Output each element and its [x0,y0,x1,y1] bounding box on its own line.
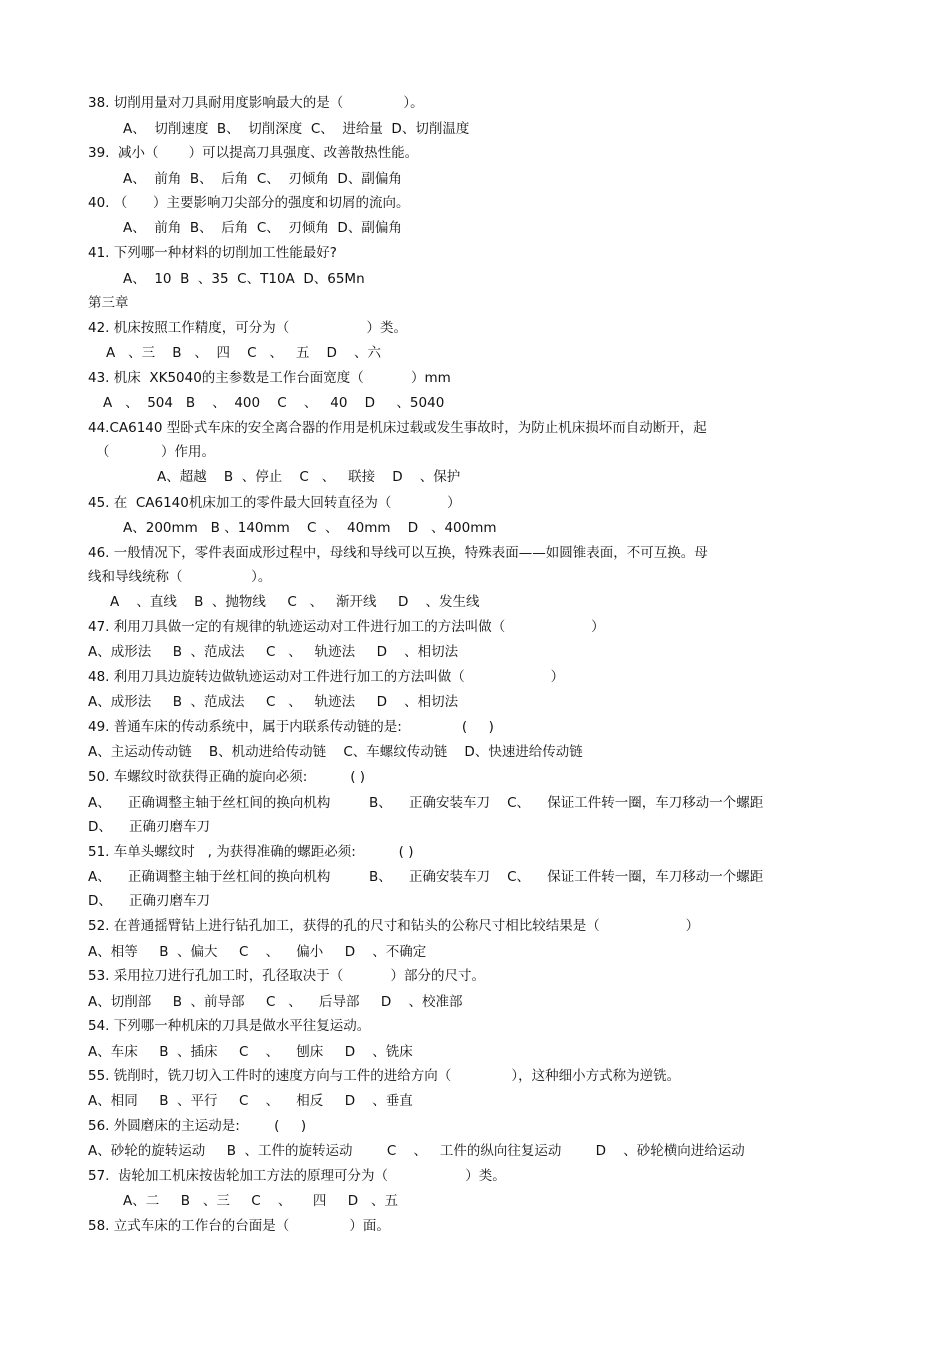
options-48: A、成形法 B 、范成法 C 、 轨迹法 D 、相切法 [88,694,459,710]
question-46: 46. 一般情况下，零件表面成形过程中，母线和导线可以互换，特殊表面——如圆锥表面，不可互换。母 [88,545,708,561]
options-46: A 、直线 B 、抛物线 C 、 渐开线 D 、发生线 [110,594,480,610]
options-44: A、超越 B 、停止 C 、 联接 D 、保护 [157,469,461,485]
options-51: A、 正确调整主轴于丝杠间的换向机构 B、 正确安装车刀 C、 保证工件转一圈，车刀移动一个螺距 [88,869,764,885]
options-41: A、 10 B 、35 C、T10A D、65Mn [123,271,365,287]
question-57: 57. 齿轮加工机床按齿轮加工方法的原理可分为（ ）类。 [88,1168,506,1184]
question-46-cont: 线和导线统称（ ）。 [88,569,272,585]
question-45: 45. 在 CA6140机床加工的零件最大回转直径为（ ） [88,495,461,511]
options-49: A、主运动传动链 B、机动进给传动链 C、车螺纹传动链 D、快速进给传动链 [88,744,583,760]
question-58: 58. 立式车床的工作台的台面是（ ）面。 [88,1218,390,1234]
options-38: A、 切削速度 B、 切削深度 C、 进给量 D、切削温度 [123,121,470,137]
options-52: A、相等 B 、偏大 C 、 偏小 D 、不确定 [88,944,427,960]
question-44-cont: （ ）作用。 [96,444,215,460]
options-42: A 、三 B 、 四 C 、 五 D 、六 [106,345,382,361]
question-48: 48. 利用刀具边旋转边做轨迹运动对工件进行加工的方法叫做（ ） [88,669,565,685]
options-57: A、二 B 、三 C 、 四 D 、五 [123,1193,399,1209]
options-56: A、砂轮的旋转运动 B 、工件的旋转运动 C 、 工件的纵向往复运动 D 、砂轮横向进给运动 [88,1143,745,1159]
options-40: A、 前角 B、 后角 C、 刃倾角 D、副偏角 [123,220,402,236]
options-45: A、200mm B 、140mm C 、 40mm D 、400mm [123,520,497,536]
question-55: 55. 铣削时，铣刀切入工件时的速度方向与工件的进给方向（ ），这种细小方式称为逆铣。 [88,1068,681,1084]
question-54: 54. 下列哪一种机床的刀具是做水平往复运动。 [88,1018,371,1034]
question-43: 43. 机床 XK5040的主参数是工作台面宽度（ ）mm [88,370,451,386]
question-40: 40. （ ）主要影响刀尖部分的强度和切屑的流向。 [88,195,410,211]
question-51: 51. 车单头螺纹时 , 为获得准确的螺距必须: ( ) [88,844,414,860]
options-43: A 、 504 B 、 400 C 、 40 D 、5040 [103,395,445,411]
question-42: 42. 机床按照工作精度，可分为（ ）类。 [88,320,408,336]
question-49: 49. 普通车床的传动系统中，属于内联系传动链的是: ( ) [88,719,494,735]
question-56: 56. 外圆磨床的主运动是: ( ) [88,1118,307,1134]
question-52: 52. 在普通摇臂钻上进行钻孔加工，获得的孔的尺寸和钻头的公称尺寸相比较结果是（ ） [88,918,700,934]
question-38: 38. 切削用量对刀具耐用度影响最大的是（ ）。 [88,95,424,111]
question-53: 53. 采用拉刀进行孔加工时，孔径取决于（ ）部分的尺寸。 [88,968,485,984]
question-44: 44.CA6140 型卧式车床的安全离合器的作用是机床过载或发生事故时，为防止机床损坏而自动断开，起 [88,420,707,436]
chapter-heading: 第三章 [88,295,129,311]
question-50: 50. 车螺纹时欲获得正确的旋向必须: ( ) [88,769,366,785]
options-50: A、 正确调整主轴于丝杠间的换向机构 B、 正确安装车刀 C、 保证工件转一圈，车刀移动一个螺距 [88,795,764,811]
options-39: A、 前角 B、 后角 C、 刃倾角 D、副偏角 [123,171,402,187]
question-39: 39. 减小（ ）可以提高刀具强度、改善散热性能。 [88,145,419,161]
question-47: 47. 利用刀具做一定的有规律的轨迹运动对工件进行加工的方法叫做（ ） [88,619,605,635]
options-51-cont: D、 正确刃磨车刀 [88,893,211,909]
options-47: A、成形法 B 、范成法 C 、 轨迹法 D 、相切法 [88,644,459,660]
options-53: A、切削部 B 、前导部 C 、 后导部 D 、校准部 [88,994,463,1010]
options-50-cont: D、 正确刃磨车刀 [88,819,211,835]
question-41: 41. 下列哪一种材料的切削加工性能最好? [88,245,337,261]
options-55: A、相同 B 、平行 C 、 相反 D 、垂直 [88,1093,413,1109]
options-54: A、车床 B 、插床 C 、 刨床 D 、铣床 [88,1044,413,1060]
